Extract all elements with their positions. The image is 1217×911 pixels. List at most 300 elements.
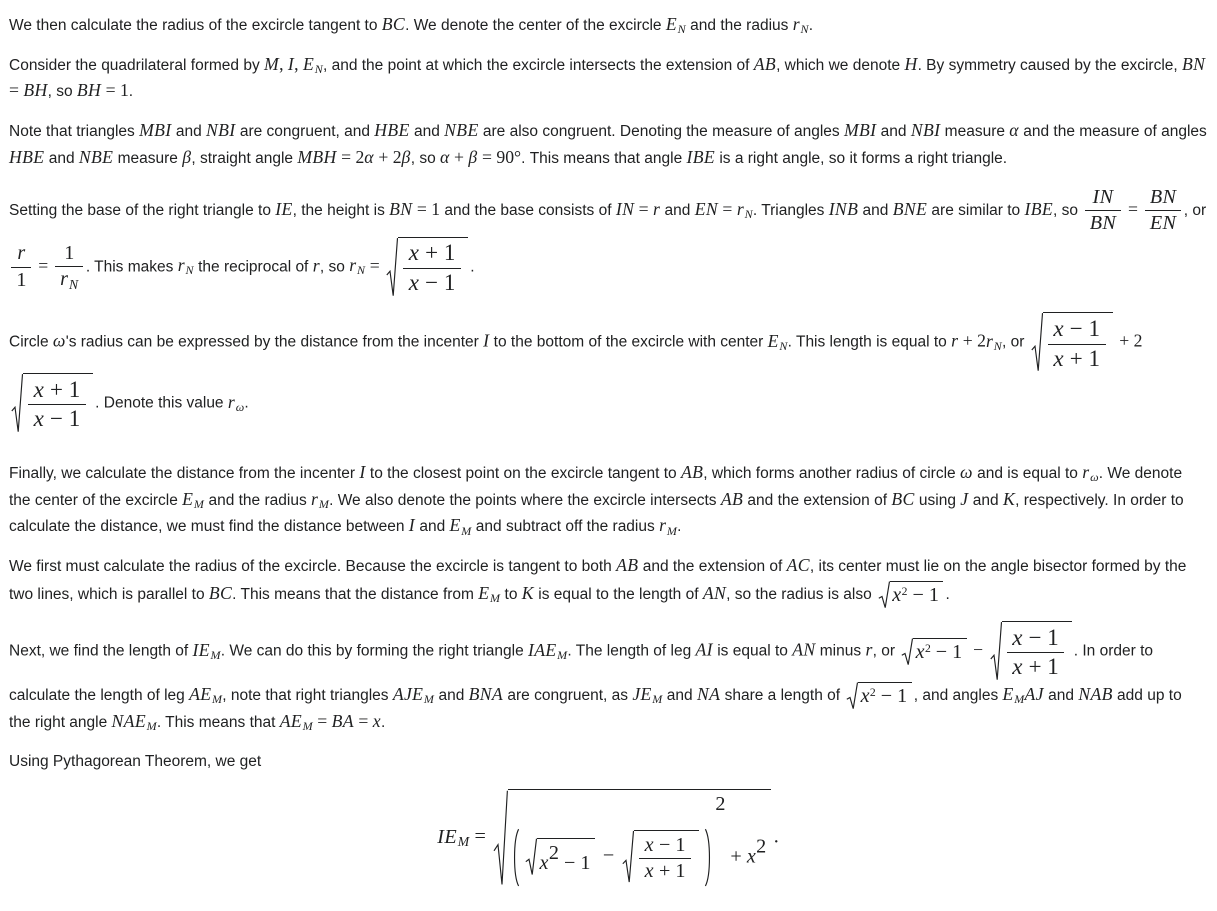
math-subscripted bbox=[111, 710, 157, 734]
math-subscripted bbox=[736, 199, 753, 222]
inline-math bbox=[960, 462, 973, 482]
subscript bbox=[424, 692, 434, 706]
numerator bbox=[1085, 185, 1121, 210]
math-subscripted bbox=[302, 53, 323, 77]
math-run: HBE bbox=[9, 146, 45, 167]
inline-math bbox=[598, 845, 619, 867]
paren-body bbox=[511, 827, 714, 888]
radical-sign-icon bbox=[525, 838, 537, 876]
text-run: , respectively. In order to calculate the distance, we must find the distance between bbox=[9, 491, 1184, 536]
text-run: are congruent, and bbox=[235, 122, 375, 140]
subscript bbox=[652, 692, 662, 706]
math-run: + 2 bbox=[1114, 330, 1143, 351]
math-run: NAE bbox=[111, 710, 146, 731]
inline-math bbox=[721, 489, 743, 509]
math-run: AJE bbox=[392, 683, 424, 704]
text-run: are similar to bbox=[927, 202, 1025, 220]
fraction bbox=[403, 239, 461, 297]
text-run: the reciprocal of bbox=[193, 258, 313, 276]
math-run: − 1 bbox=[930, 641, 963, 664]
math-run: M bbox=[211, 692, 223, 707]
text-run: and bbox=[44, 149, 79, 167]
inline-math bbox=[695, 199, 737, 219]
math-run: r bbox=[1082, 462, 1090, 483]
text-run: , or bbox=[1002, 333, 1029, 351]
text-run: Next, we find the length of bbox=[9, 642, 193, 660]
math-run: + bbox=[725, 844, 747, 867]
denominator bbox=[55, 266, 83, 293]
math-run: BN bbox=[1149, 186, 1177, 209]
math-run: NBE bbox=[78, 146, 114, 167]
math-run: EN bbox=[1149, 212, 1177, 235]
text-run: . This means that angle bbox=[521, 149, 687, 167]
numerator bbox=[1007, 624, 1065, 653]
square-root bbox=[11, 373, 93, 434]
text-run: , which we denote bbox=[776, 56, 905, 74]
inline-math bbox=[17, 242, 25, 264]
text-run: , and the point at which the excircle intersects the extension of bbox=[322, 56, 754, 74]
text-run: , and angles bbox=[913, 686, 1003, 704]
math-run: r bbox=[17, 242, 26, 265]
inline-math bbox=[264, 54, 303, 74]
fraction bbox=[55, 241, 83, 293]
math-run: x bbox=[33, 376, 45, 402]
square-root bbox=[901, 638, 966, 666]
inline-math bbox=[559, 852, 591, 874]
math-subscripted bbox=[1002, 683, 1025, 707]
text-run: . bbox=[244, 394, 249, 412]
inline-math bbox=[725, 845, 756, 867]
inline-math bbox=[1115, 331, 1143, 351]
parenthesized-group bbox=[511, 792, 726, 883]
text-run: . The length of leg bbox=[567, 642, 696, 660]
math-run: N bbox=[744, 207, 753, 222]
text-run: and bbox=[415, 518, 450, 536]
math-run: MBH bbox=[297, 146, 337, 167]
text-run: . This means that bbox=[156, 713, 280, 731]
math-subscripted bbox=[437, 826, 469, 848]
denominator bbox=[639, 858, 691, 884]
text-run: and is equal to bbox=[972, 465, 1083, 483]
math-run: r bbox=[312, 255, 320, 276]
inline-math bbox=[9, 147, 44, 167]
math-run: AB bbox=[616, 555, 639, 576]
denominator bbox=[403, 268, 461, 298]
radical-sign-icon bbox=[622, 830, 634, 884]
inline-math bbox=[876, 685, 907, 707]
radicand bbox=[23, 373, 93, 434]
math-run: x bbox=[1053, 345, 1065, 371]
subscript bbox=[69, 277, 78, 292]
text-run: is a right angle, so it forms a right triangle. bbox=[715, 149, 1008, 167]
math-run: I bbox=[287, 53, 295, 74]
text-run: . bbox=[470, 258, 475, 276]
math-run: BC bbox=[381, 14, 406, 34]
text-run: . bbox=[945, 585, 950, 603]
inline-math bbox=[861, 685, 870, 707]
numerator bbox=[55, 241, 83, 266]
numerator bbox=[1048, 315, 1106, 344]
radical-sign-icon bbox=[11, 373, 23, 434]
math-run: J bbox=[960, 488, 969, 509]
math-subscripted bbox=[192, 639, 221, 663]
subscript bbox=[211, 648, 221, 662]
numerator bbox=[1145, 185, 1181, 210]
inline-math bbox=[382, 14, 405, 34]
inline-math bbox=[844, 120, 876, 140]
math-subscripted bbox=[311, 488, 330, 512]
inline-math bbox=[64, 242, 74, 264]
text-run: Consider the quadrilateral formed by bbox=[9, 56, 265, 74]
inline-math bbox=[893, 199, 927, 219]
text-run: , or bbox=[1183, 202, 1207, 220]
inline-math bbox=[1078, 684, 1112, 704]
math-run: IBE bbox=[686, 146, 716, 167]
subscript bbox=[315, 62, 323, 76]
math-run: EN bbox=[694, 199, 719, 220]
fraction bbox=[639, 833, 691, 884]
inline-math bbox=[645, 834, 686, 856]
para-iem-length bbox=[9, 621, 1207, 736]
text-run: and bbox=[171, 122, 207, 140]
math-run: IN bbox=[615, 199, 635, 220]
inline-math bbox=[1003, 489, 1015, 509]
text-run: and bbox=[434, 686, 469, 704]
math-run: r bbox=[792, 14, 800, 34]
radicand bbox=[913, 638, 966, 666]
inline-math bbox=[931, 641, 962, 663]
square-root bbox=[878, 581, 943, 609]
math-run: = bbox=[312, 710, 332, 731]
math-run: − 1 bbox=[907, 584, 939, 607]
math-run: N bbox=[800, 22, 809, 37]
superscript: 2 bbox=[901, 585, 908, 599]
math-run: BNA bbox=[468, 683, 504, 704]
text-run: Using Pythagorean Theorem, we get bbox=[9, 753, 262, 771]
inline-math bbox=[1090, 212, 1117, 234]
text-run: to the bottom of the excircle with center bbox=[489, 333, 768, 351]
text-run: . bbox=[128, 83, 134, 101]
math-run: MBI bbox=[139, 119, 172, 140]
radical-sign-icon bbox=[1031, 312, 1043, 373]
inline-math bbox=[891, 489, 914, 509]
math-run: AI bbox=[695, 639, 713, 660]
inline-math bbox=[1024, 199, 1053, 219]
numerator bbox=[28, 376, 86, 405]
math-subscripted bbox=[665, 14, 686, 37]
inline-math bbox=[313, 255, 320, 275]
inline-math bbox=[522, 583, 534, 603]
math-run: NA bbox=[696, 683, 721, 704]
math-run: r bbox=[985, 330, 994, 351]
square-root bbox=[1031, 312, 1113, 373]
text-run: and bbox=[858, 202, 893, 220]
inline-math bbox=[907, 584, 938, 606]
text-run: , or bbox=[872, 642, 900, 660]
inline-math bbox=[1012, 625, 1059, 650]
denominator bbox=[1145, 210, 1181, 236]
math-run: − 1 bbox=[558, 852, 591, 875]
text-run: , the height is bbox=[292, 202, 390, 220]
text-run: , which forms another radius of circle bbox=[703, 465, 960, 483]
text-run: minus bbox=[815, 642, 866, 660]
fraction bbox=[1048, 315, 1106, 373]
math-run: AB bbox=[720, 488, 744, 509]
math-run: IBE bbox=[1024, 199, 1053, 220]
math-run: NBI bbox=[910, 119, 941, 140]
math-run: AN bbox=[702, 582, 727, 603]
math-run: AB bbox=[753, 53, 777, 74]
text-run: . bbox=[677, 518, 682, 536]
math-run: N bbox=[779, 339, 788, 354]
text-run: to bbox=[500, 585, 522, 603]
math-run: K bbox=[1002, 488, 1016, 509]
math-run: BNE bbox=[892, 199, 928, 220]
math-subscripted bbox=[60, 268, 78, 290]
text-run: , so bbox=[410, 149, 440, 167]
math-run: − 1 bbox=[44, 406, 81, 432]
math-run: M bbox=[210, 648, 221, 663]
math-subscripted bbox=[767, 330, 788, 354]
fraction bbox=[1085, 185, 1121, 236]
inline-math bbox=[34, 406, 81, 431]
math-subscripted bbox=[985, 330, 1003, 354]
subscript bbox=[147, 719, 157, 733]
radicand bbox=[1002, 621, 1072, 682]
math-run: x bbox=[1012, 654, 1023, 680]
math-subscripted bbox=[1082, 462, 1099, 485]
inline-math bbox=[297, 147, 410, 167]
math-run: BN bbox=[1182, 53, 1206, 74]
text-run: Finally, we calculate the distance from the incenter bbox=[9, 465, 360, 483]
subscript bbox=[194, 497, 204, 511]
numerator bbox=[639, 833, 691, 858]
math-run: I bbox=[408, 515, 416, 536]
math-subscripted bbox=[632, 683, 663, 707]
inline-math bbox=[1053, 346, 1100, 371]
math-run: INB bbox=[828, 199, 859, 220]
math-run: BC bbox=[208, 582, 233, 603]
math-run: = bbox=[9, 80, 24, 101]
math-run: x bbox=[1012, 624, 1023, 650]
inline-math bbox=[1009, 120, 1019, 140]
math-run: x bbox=[408, 269, 420, 295]
inline-math bbox=[77, 80, 129, 100]
math-run: α bbox=[1009, 119, 1019, 140]
inline-math bbox=[616, 199, 660, 219]
math-run: E bbox=[478, 582, 490, 603]
text-run: and the extension of bbox=[638, 558, 787, 576]
math-run: = 90° bbox=[477, 146, 522, 167]
text-run: and subtract off the radius bbox=[471, 518, 660, 536]
math-run: ω bbox=[235, 400, 245, 415]
inline-math bbox=[182, 147, 191, 167]
fraction bbox=[1145, 185, 1181, 236]
math-run: + 2 bbox=[373, 146, 402, 167]
text-run: . This length is equal to bbox=[787, 333, 952, 351]
math-run: M bbox=[490, 590, 501, 605]
math-subscripted bbox=[189, 683, 223, 707]
para-excircle-radius bbox=[9, 554, 1207, 608]
text-run: and bbox=[876, 122, 911, 140]
inline-math bbox=[1150, 212, 1177, 234]
math-run: H bbox=[904, 53, 918, 74]
math-run: AN bbox=[792, 639, 816, 660]
inline-math bbox=[139, 120, 171, 140]
text-run: and the measure of angles bbox=[1018, 122, 1207, 140]
group-content bbox=[522, 827, 703, 888]
math-run: N bbox=[185, 263, 194, 278]
subscript bbox=[1014, 692, 1024, 706]
math-run: M bbox=[302, 719, 313, 734]
text-run: share a length of bbox=[720, 686, 845, 704]
math-run: x bbox=[860, 685, 870, 708]
math-run: M bbox=[1014, 692, 1025, 707]
inline-math bbox=[469, 826, 490, 848]
math-run: AB bbox=[680, 462, 704, 483]
text-run: and bbox=[662, 686, 697, 704]
math-run: − 1 bbox=[653, 833, 686, 856]
math-run: = bbox=[353, 710, 373, 731]
subscript bbox=[212, 692, 222, 706]
math-run: IAE bbox=[528, 639, 557, 660]
math-run: IN bbox=[1092, 186, 1114, 209]
math-run: N bbox=[314, 62, 323, 77]
subscript bbox=[557, 648, 567, 662]
math-subscripted bbox=[478, 583, 500, 603]
math-subscripted bbox=[449, 515, 472, 538]
text-run: . This makes bbox=[85, 258, 178, 276]
math-subscripted bbox=[349, 255, 366, 278]
text-run: , note that right triangles bbox=[222, 686, 393, 704]
denominator bbox=[11, 267, 31, 293]
text-run: , so bbox=[47, 83, 77, 101]
text-run: , so bbox=[319, 258, 350, 276]
math-run: r bbox=[349, 255, 357, 276]
radical-sign-icon bbox=[386, 237, 398, 298]
inline-math bbox=[754, 54, 776, 74]
text-run: is equal to bbox=[712, 642, 793, 660]
math-run: , bbox=[279, 53, 288, 74]
math-run: = bbox=[365, 255, 385, 276]
radical-sign-icon bbox=[878, 581, 890, 609]
inline-math bbox=[409, 240, 456, 265]
subscript bbox=[319, 497, 329, 511]
math-subscripted bbox=[182, 488, 205, 512]
text-run: . Triangles bbox=[752, 202, 829, 220]
denominator bbox=[1085, 210, 1121, 236]
inline-math bbox=[53, 331, 66, 351]
inline-math bbox=[469, 684, 503, 704]
numerator bbox=[403, 239, 461, 268]
inline-math bbox=[16, 269, 26, 291]
superscript: 2 bbox=[869, 686, 876, 700]
text-run: are congruent, as bbox=[503, 686, 633, 704]
math-run: M bbox=[652, 692, 663, 707]
inline-math bbox=[951, 331, 986, 351]
math-run: JE bbox=[632, 683, 652, 704]
math-run: r bbox=[311, 488, 319, 509]
inline-math bbox=[616, 555, 638, 575]
subscript bbox=[678, 22, 686, 36]
text-run: Setting the base of the right triangle to bbox=[9, 202, 276, 220]
inline-math bbox=[916, 641, 925, 663]
text-run: . By symmetry caused by the excircle, bbox=[917, 56, 1183, 74]
text-run: and the extension of bbox=[743, 491, 892, 509]
math-run: − 1 bbox=[1064, 315, 1100, 341]
radical-sign-icon bbox=[493, 789, 508, 888]
math-run: + 2 bbox=[958, 330, 986, 351]
math-run: + bbox=[449, 146, 469, 167]
superscript: 2 bbox=[756, 834, 767, 857]
math-run: r bbox=[653, 199, 661, 220]
math-run: NBI bbox=[206, 119, 236, 140]
subscript bbox=[667, 524, 677, 538]
radical-sign-icon bbox=[990, 621, 1002, 682]
inline-math bbox=[1012, 654, 1059, 679]
inline-math bbox=[911, 120, 941, 140]
text-run: and bbox=[968, 491, 1003, 509]
math-run: ω bbox=[1090, 470, 1099, 485]
math-run: r bbox=[60, 268, 69, 291]
math-run: M bbox=[457, 834, 470, 850]
math-run: x bbox=[915, 641, 925, 664]
text-run: , so the radius is also bbox=[726, 585, 877, 603]
radicand bbox=[537, 838, 595, 876]
inline-math bbox=[209, 583, 232, 603]
math-run: α bbox=[440, 146, 450, 167]
radicand bbox=[634, 830, 699, 884]
inline-math bbox=[829, 199, 859, 219]
text-run: and bbox=[660, 202, 695, 220]
math-run: N bbox=[69, 276, 79, 292]
square-root bbox=[386, 237, 468, 298]
fraction bbox=[1007, 624, 1065, 682]
math-run: x bbox=[33, 406, 45, 432]
math-run: α bbox=[364, 146, 374, 167]
inline-math bbox=[79, 147, 113, 167]
math-run: x bbox=[644, 833, 654, 856]
math-run: M bbox=[461, 523, 472, 538]
para-excircle-bc bbox=[9, 13, 1207, 40]
subscript bbox=[458, 834, 470, 849]
inline-math bbox=[1025, 684, 1044, 704]
subscript bbox=[186, 263, 194, 277]
inline-math bbox=[687, 147, 716, 167]
square-root bbox=[846, 682, 911, 710]
para-omega-radius bbox=[9, 312, 1207, 434]
text-run: . We denote the center of the excircle bbox=[9, 465, 1183, 509]
inline-math bbox=[389, 199, 440, 219]
math-run: x bbox=[1053, 315, 1065, 341]
math-run: x bbox=[408, 240, 420, 266]
superscript: 2 bbox=[548, 842, 559, 864]
math-run: r bbox=[177, 255, 185, 276]
text-run: , its center must lie on the angle bisector formed by the two lines, which is parallel to bbox=[9, 558, 1187, 603]
math-run: r bbox=[736, 199, 745, 220]
inline-math bbox=[409, 270, 456, 295]
math-subscripted bbox=[227, 391, 245, 415]
math-run: E bbox=[1002, 683, 1014, 704]
text-run: add up to the right angle bbox=[9, 686, 1182, 731]
math-run: + 1 bbox=[419, 240, 456, 266]
text-run: . bbox=[380, 713, 386, 731]
math-run: I bbox=[483, 330, 490, 351]
math-run: NAB bbox=[1078, 683, 1113, 704]
math-run: K bbox=[521, 582, 534, 603]
math-run: E bbox=[302, 53, 315, 74]
square-root bbox=[525, 838, 595, 876]
